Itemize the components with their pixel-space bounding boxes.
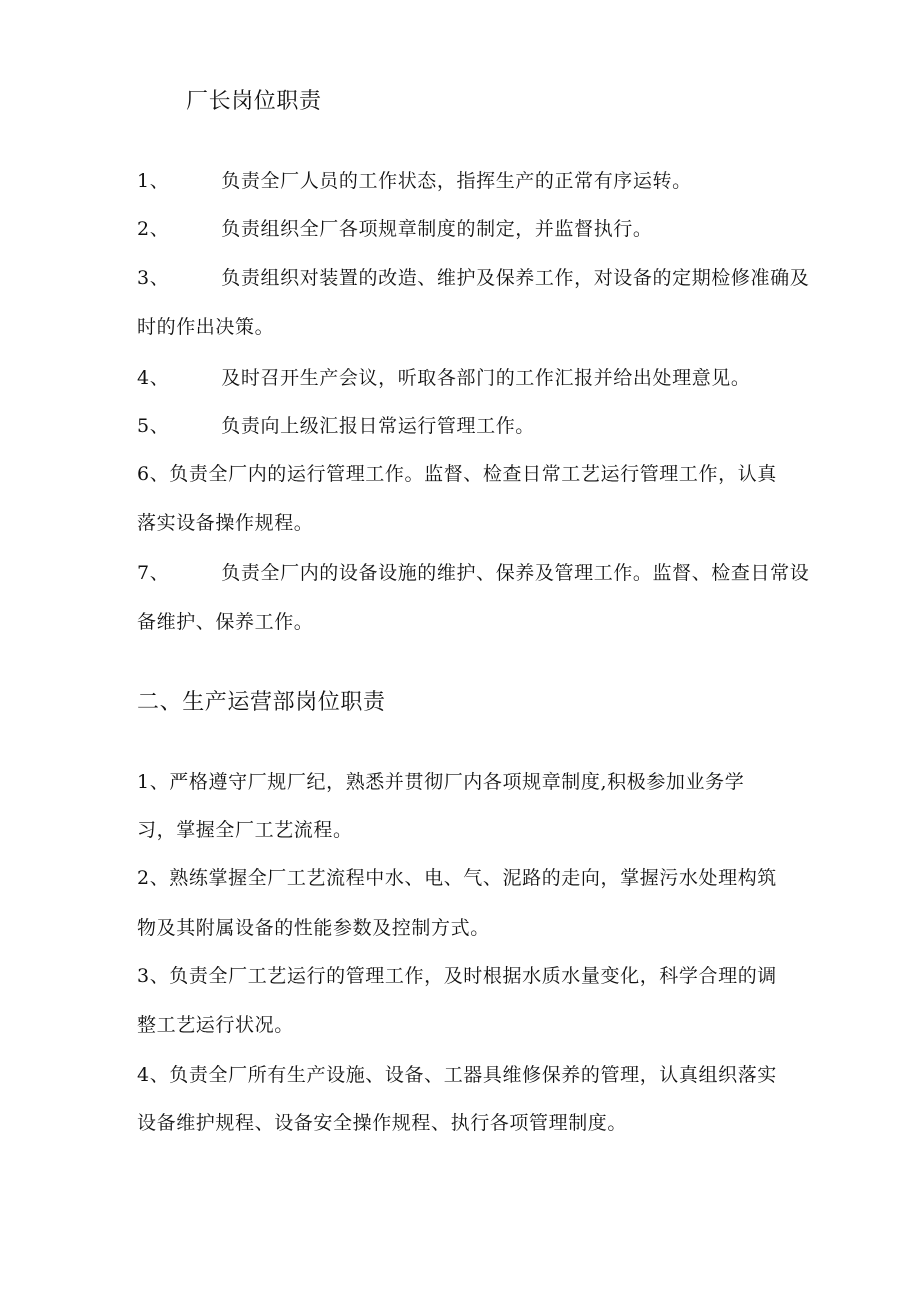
item-number: 4、 [137,367,170,389]
list-item [137,217,653,241]
item-text: 负责全厂内的设备设施的维护、保养及管理工作。监督、检查日常设 [221,562,810,584]
section-2-title: 二、生产运营部岗位职责 [137,690,386,715]
item-number: 2、 [137,218,170,240]
list-item-continuation: 时的作出决策。 [137,316,275,338]
item-text: 负责向上级汇报日常运行管理工作。 [221,415,535,437]
list-item [137,561,809,585]
list-item-continuation: 设备维护规程、设备安全操作规程、执行各项管理制度。 [137,1112,628,1134]
list-item [137,366,751,390]
list-item: 4、负责全厂所有生产设施、设备、工器具维修保养的管理，认真组织落实 [137,1064,777,1086]
item-text: 负责组织全厂各项规章制度的制定，并监督执行。 [221,218,653,240]
list-item: 2、熟练掌握全厂工艺流程中水、电、气、泥路的走向，掌握污水处理构筑 [137,867,777,889]
list-item-continuation: 整工艺运行状况。 [137,1014,294,1036]
item-number: 3、 [137,267,170,289]
section-1-title: 厂长岗位职责 [186,89,322,114]
item-number: 1、 [137,170,170,192]
list-item [137,266,809,290]
list-item-continuation: 备维护、保养工作。 [137,611,314,633]
item-text: 及时召开生产会议，听取各部门的工作汇报并给出处理意见。 [221,367,751,389]
item-number: 5、 [137,415,170,437]
list-item: 6、负责全厂内的运行管理工作。监督、检查日常工艺运行管理工作，认真 [137,463,777,485]
list-item: 1、严格遵守厂规厂纪，熟悉并贯彻厂内各项规章制度,积极参加业务学 [137,771,745,793]
item-text: 负责组织对装置的改造、维护及保养工作，对设备的定期检修准确及 [221,267,810,289]
item-text: 负责全厂人员的工作状态，指挥生产的正常有序运转。 [221,170,692,192]
list-item [137,414,535,438]
list-item [137,169,692,193]
list-item: 3、负责全厂工艺运行的管理工作，及时根据水质水量变化，科学合理的调 [137,965,777,987]
list-item-continuation: 物及其附属设备的性能参数及控制方式。 [137,917,490,939]
item-number: 7、 [137,562,170,584]
list-item-continuation: 落实设备操作规程。 [137,512,314,534]
list-item-continuation: 习，掌握全厂工艺流程。 [137,819,353,841]
